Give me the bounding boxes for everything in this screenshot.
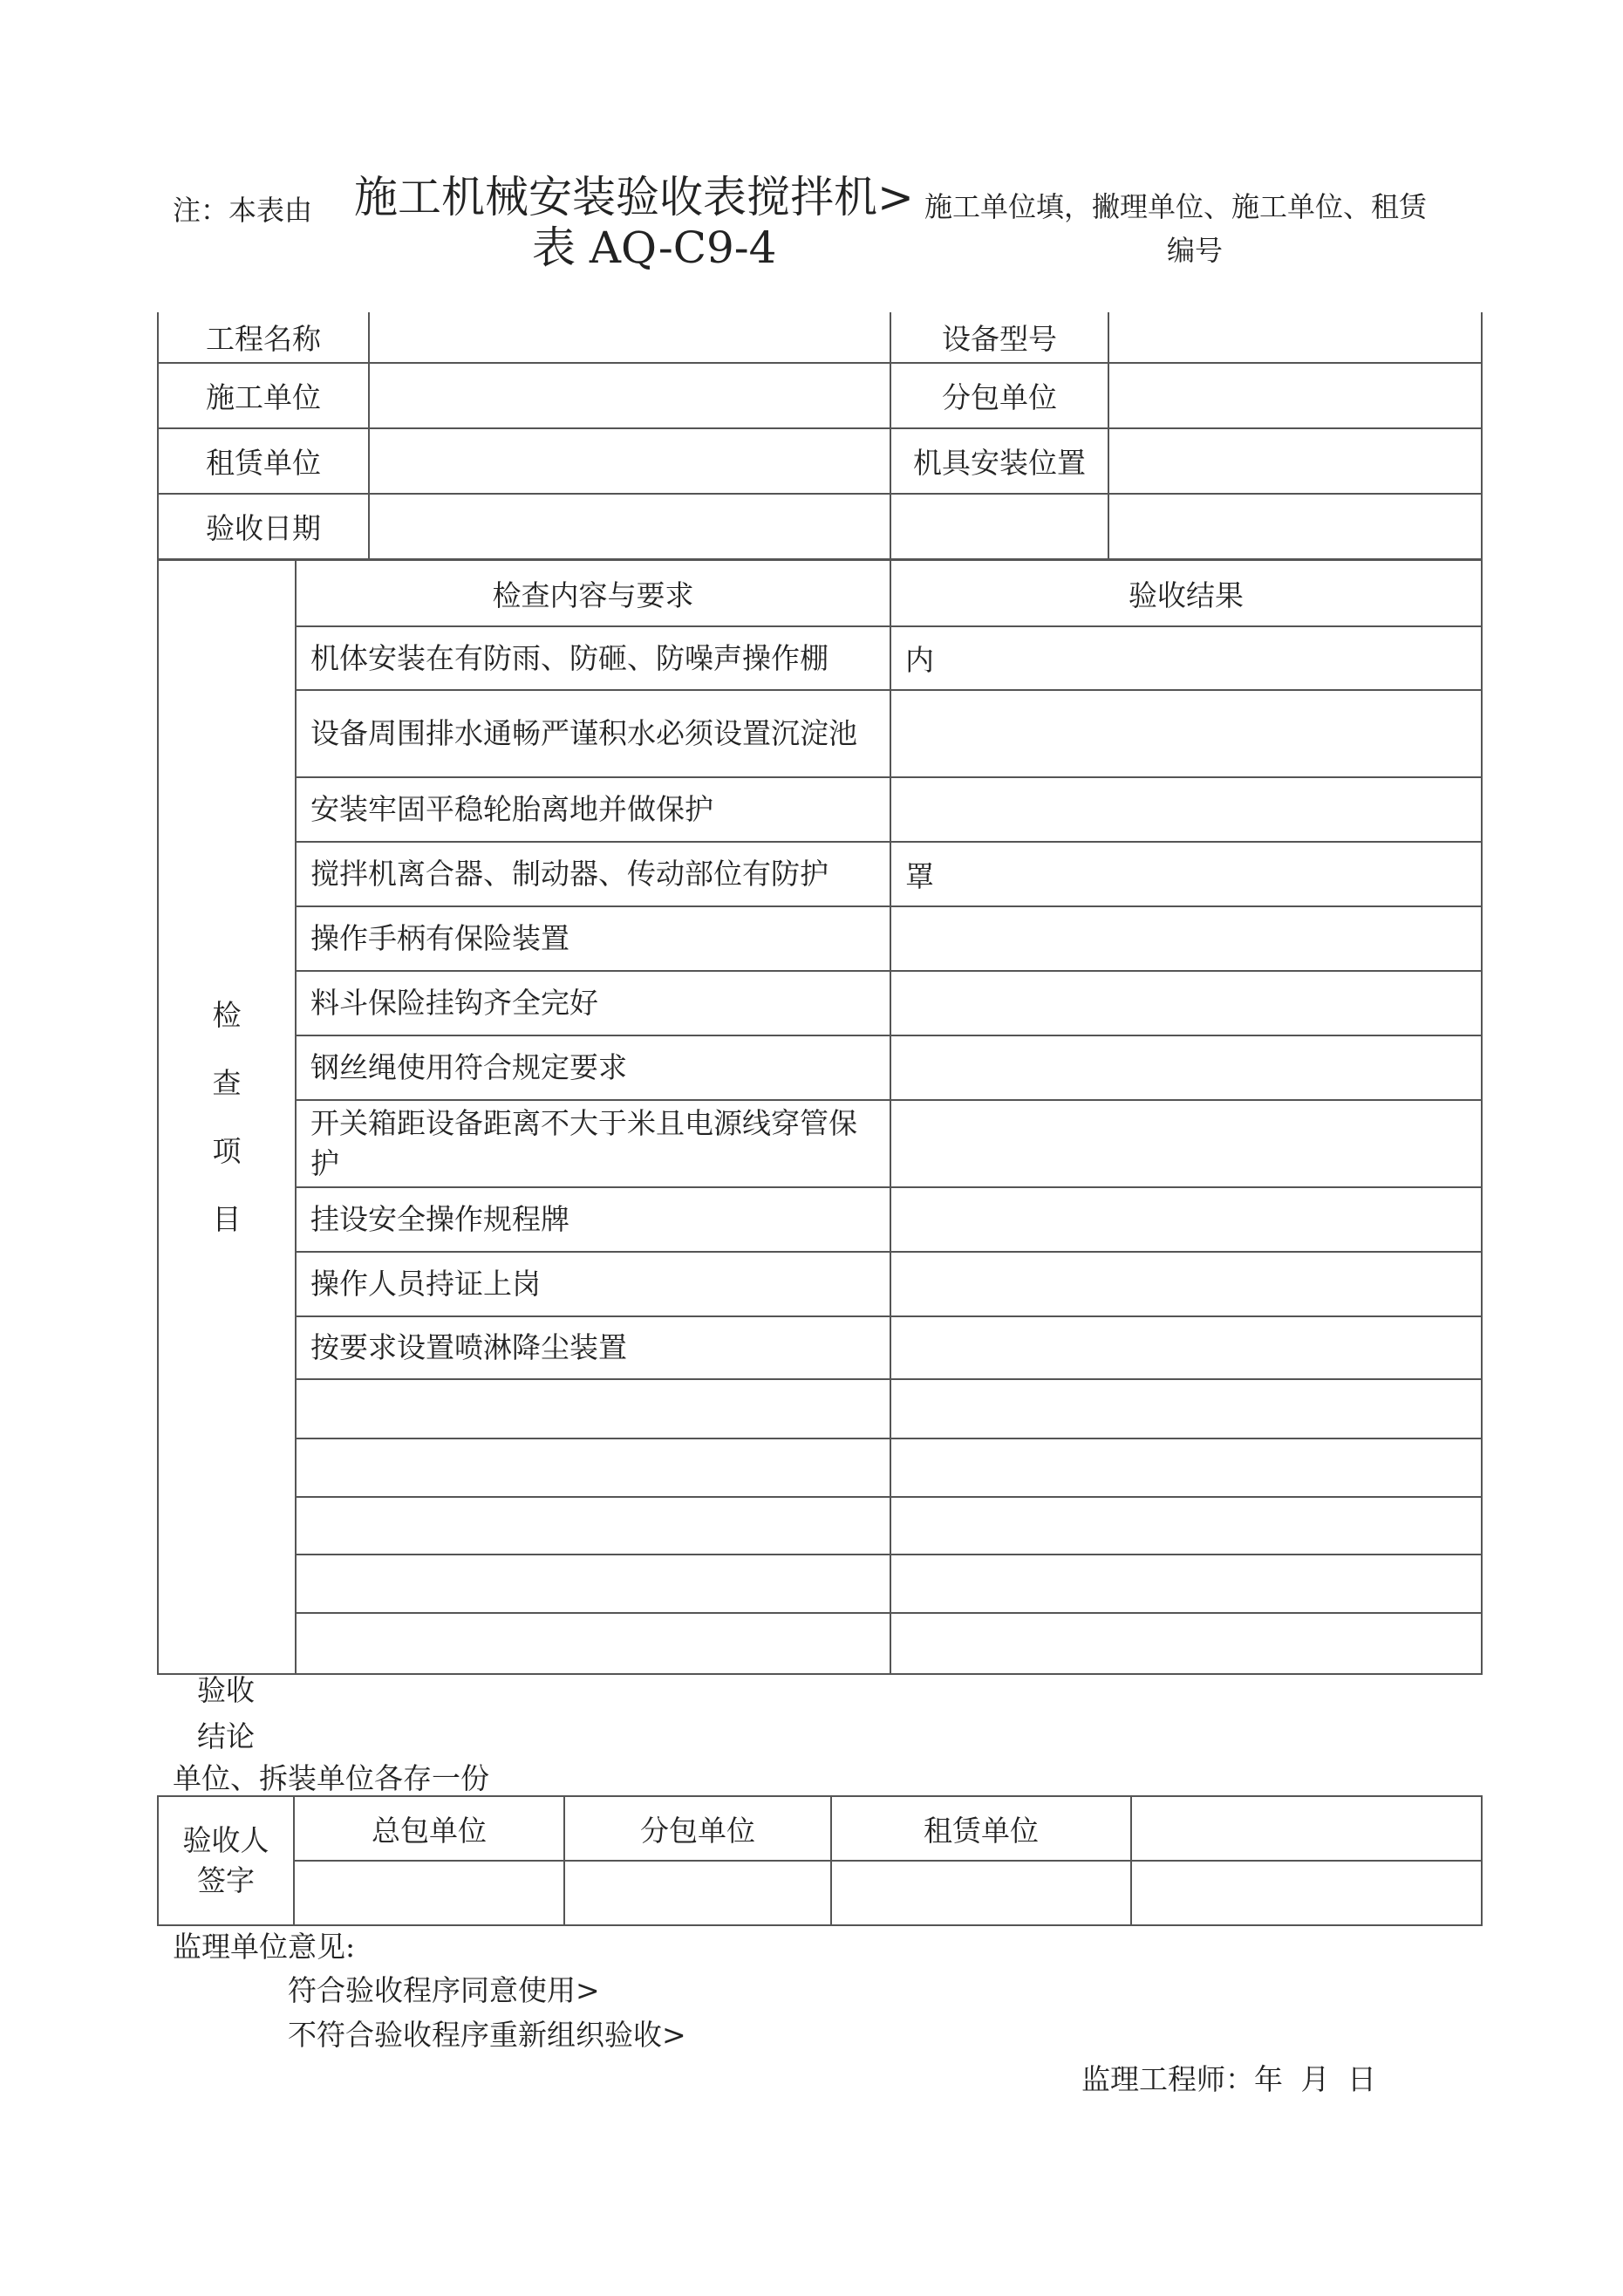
table-row xyxy=(158,626,1482,690)
table-row xyxy=(158,1187,1482,1252)
check-item: 料斗保险挂钩齐全完好 xyxy=(296,971,890,1035)
accept-date-value[interactable] xyxy=(369,494,890,559)
check-item: 搅拌机离合器、制动器、传动部位有防护 xyxy=(296,842,890,906)
check-result-blank[interactable] xyxy=(890,1555,1482,1613)
number-label: 编号 xyxy=(1167,234,1224,267)
check-item: 操作人员持证上岗 xyxy=(296,1252,890,1316)
table-row xyxy=(158,1379,1482,1438)
check-item: 开关箱距设备距离不大于米且电源线穿管保护 xyxy=(296,1100,890,1187)
check-result[interactable] xyxy=(890,906,1482,971)
install-location-label: 机具安装位置 xyxy=(890,428,1108,494)
check-table xyxy=(157,559,1483,1675)
table-row xyxy=(158,842,1482,906)
check-item-blank[interactable] xyxy=(296,1555,890,1613)
table-row xyxy=(158,1100,1482,1187)
lessor-signature[interactable] xyxy=(831,1861,1131,1925)
equipment-model-label: 设备型号 xyxy=(890,312,1108,363)
construction-unit-label: 施工单位 xyxy=(158,363,369,428)
check-result[interactable]: 罩 xyxy=(890,842,1482,906)
result-header: 验收结果 xyxy=(890,560,1482,626)
table-row xyxy=(158,1035,1482,1100)
check-item: 机体安装在有防雨、防砸、防噪声操作棚 xyxy=(296,626,890,690)
table-row xyxy=(158,777,1482,842)
check-result-blank[interactable] xyxy=(890,1438,1482,1497)
check-item: 操作手柄有保险装置 xyxy=(296,906,890,971)
table-row xyxy=(158,971,1482,1035)
check-result[interactable] xyxy=(890,1100,1482,1187)
content-header: 检查内容与要求 xyxy=(296,560,890,626)
signer-label-line2: 签字 xyxy=(197,1863,255,1897)
construction-unit-value[interactable] xyxy=(369,363,890,428)
side-char: 检 xyxy=(212,997,242,1032)
conclusion-label-line1: 验收 xyxy=(197,1673,255,1707)
check-item: 挂设安全操作规程牌 xyxy=(296,1187,890,1252)
table-row xyxy=(158,1316,1482,1379)
supervision-title: 监理单位意见: xyxy=(173,1930,356,1964)
check-result[interactable] xyxy=(890,1316,1482,1379)
subcontractor-header: 分包单位 xyxy=(564,1796,831,1861)
info-blank-cell xyxy=(890,494,1108,559)
check-result[interactable] xyxy=(890,777,1482,842)
form-title: 施工机械安装验收表搅拌机> xyxy=(354,172,914,222)
check-result[interactable] xyxy=(890,1252,1482,1316)
check-result[interactable] xyxy=(890,1187,1482,1252)
blank-header xyxy=(1131,1796,1482,1861)
check-result[interactable] xyxy=(890,1035,1482,1100)
side-char: 目 xyxy=(212,1201,242,1236)
check-result-blank[interactable] xyxy=(890,1379,1482,1438)
lease-unit-value[interactable] xyxy=(369,428,890,494)
project-name-label: 工程名称 xyxy=(158,312,369,363)
conclusion-label-line2: 结论 xyxy=(197,1719,255,1753)
note-prefix: 注：本表由 xyxy=(173,194,313,227)
subcontract-unit-value[interactable] xyxy=(1108,363,1482,428)
info-table xyxy=(157,312,1483,560)
table-row xyxy=(158,1497,1482,1555)
blank-signature[interactable] xyxy=(1131,1861,1482,1925)
table-row xyxy=(158,1613,1482,1674)
table-row xyxy=(158,690,1482,777)
table-row xyxy=(158,1252,1482,1316)
option-reorganize[interactable]: 不符合验收程序重新组织验收> xyxy=(288,2018,686,2052)
form-code: 表 AQ-C9-4 xyxy=(532,222,777,273)
check-item: 设备周围排水通畅严谨积水必须设置沉淀池 xyxy=(296,690,890,777)
side-char: 项 xyxy=(212,1133,242,1168)
subcontractor-signature[interactable] xyxy=(564,1861,831,1925)
check-item-blank[interactable] xyxy=(296,1379,890,1438)
supervisor-signoff: 监理工程师：年 月 日 xyxy=(1081,2062,1376,2096)
table-row xyxy=(158,1555,1482,1613)
distribution-note: 单位、拆装单位各存一份 xyxy=(173,1761,489,1795)
check-item: 按要求设置喷淋降尘装置 xyxy=(296,1316,890,1379)
check-item-blank[interactable] xyxy=(296,1438,890,1497)
check-result[interactable]: 内 xyxy=(890,626,1482,690)
side-char: 查 xyxy=(212,1065,242,1100)
equipment-model-value[interactable] xyxy=(1108,312,1482,363)
general-contractor-header: 总包单位 xyxy=(294,1796,564,1861)
check-item: 安装牢固平稳轮胎离地并做保护 xyxy=(296,777,890,842)
check-item-blank[interactable] xyxy=(296,1497,890,1555)
check-result-blank[interactable] xyxy=(890,1613,1482,1674)
check-result-blank[interactable] xyxy=(890,1497,1482,1555)
accept-date-label: 验收日期 xyxy=(158,494,369,559)
option-agree[interactable]: 符合验收程序同意使用> xyxy=(288,1973,600,2007)
signer-label xyxy=(158,1796,294,1925)
signature-table xyxy=(157,1795,1483,1926)
project-name-value[interactable] xyxy=(369,312,890,363)
check-side-label xyxy=(158,560,296,1674)
install-location-value[interactable] xyxy=(1108,428,1482,494)
signer-label-line1: 验收人 xyxy=(182,1823,269,1857)
table-row xyxy=(158,1438,1482,1497)
note-suffix: 施工单位填，撇理单位、施工单位、租赁 xyxy=(924,190,1428,223)
check-item: 钢丝绳使用符合规定要求 xyxy=(296,1035,890,1100)
table-row xyxy=(158,906,1482,971)
check-result[interactable] xyxy=(890,971,1482,1035)
subcontract-unit-label: 分包单位 xyxy=(890,363,1108,428)
check-item-blank[interactable] xyxy=(296,1613,890,1674)
info-blank-value[interactable] xyxy=(1108,494,1482,559)
lease-unit-label: 租赁单位 xyxy=(158,428,369,494)
general-contractor-signature[interactable] xyxy=(294,1861,564,1925)
check-result[interactable] xyxy=(890,690,1482,777)
lessor-header: 租赁单位 xyxy=(831,1796,1131,1861)
